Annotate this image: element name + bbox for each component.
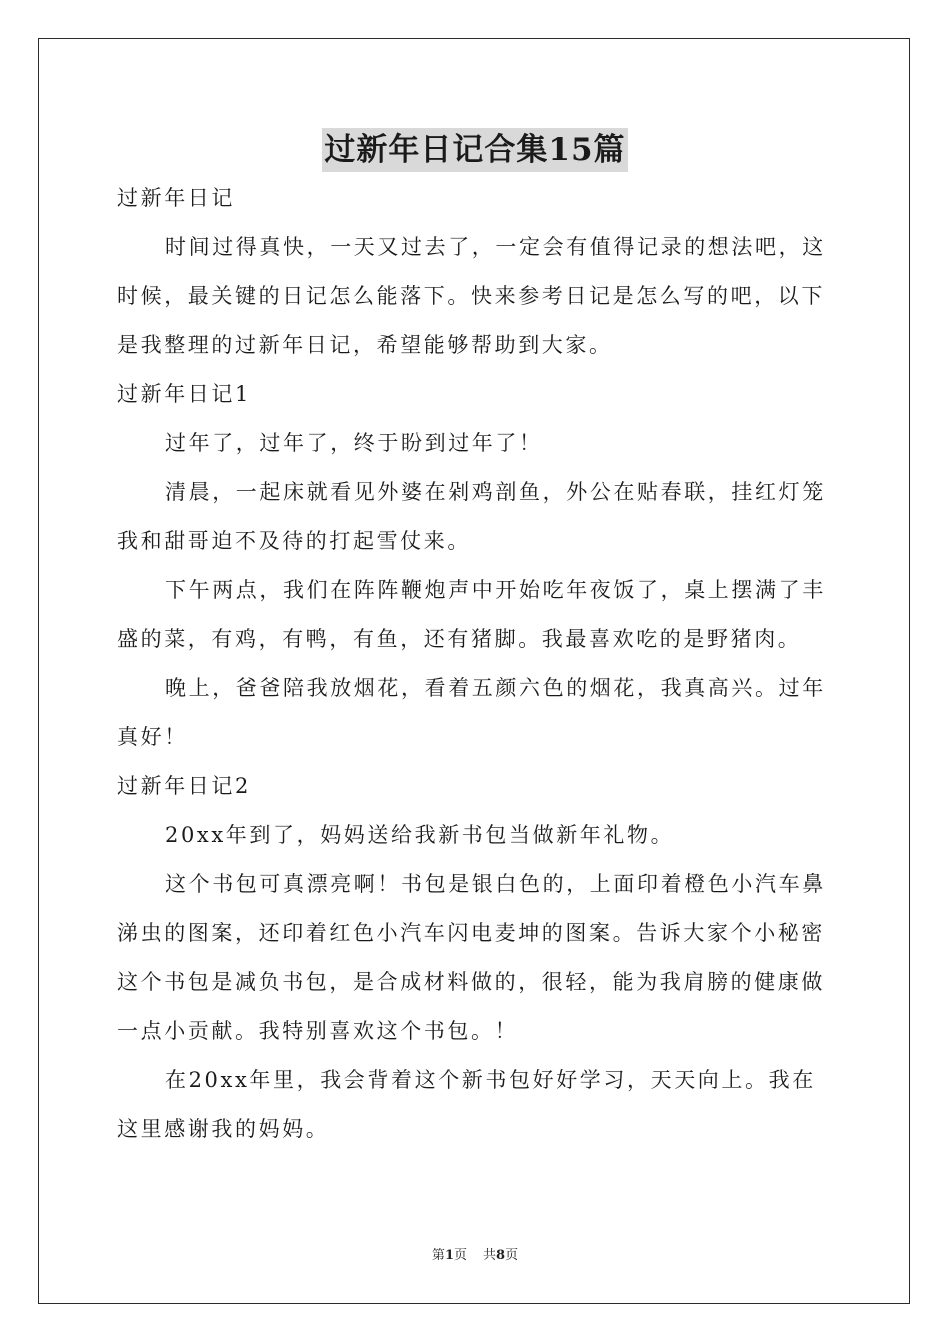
paragraph: 过年了，过年了，终于盼到过年了！ [165,431,543,455]
total-pages: 8 [496,1248,506,1263]
document-title-text: 过新年日记合集15篇 [322,128,627,172]
paragraph: 清晨，一起床就看见外婆在剁鸡剖鱼，外公在贴春联，挂红灯笼我和甜哥迫不及待的打起雪仗来。 [117,480,826,553]
page-number: 1 [444,1248,454,1263]
paragraph: 这个书包可真漂亮啊！书包是银白色的，上面印着橙色小汽车鼻涕虫的图案，还印着红色小汽车闪电麦坤的图案。告诉大家个小秘密这个书包是减负书包，是合成材料做的，很轻，能为我肩膀的健康做一点小贡献。我特别喜欢这个书包。！ [117,872,826,1043]
paragraph: 在20xx年里，我会背着这个新书包好好学习，天天向上。我在这里感谢我的妈妈。 [117,1068,816,1141]
section-heading: 过新年日记1 [117,382,251,406]
page-suffix: 页 [453,1248,467,1263]
total-suffix: 页 [505,1248,519,1263]
document-title [0,128,950,177]
section-heading: 过新年日记 [117,186,235,210]
total-prefix: 共 [483,1248,497,1263]
paragraph: 20xx年到了，妈妈送给我新书包当做新年礼物。 [165,823,675,847]
page-footer [0,1246,950,1266]
paragraph: 晚上，爸爸陪我放烟花，看着五颜六色的烟花，我真高兴。过年真好！ [117,676,826,749]
paragraph: 下午两点，我们在阵阵鞭炮声中开始吃年夜饭了，桌上摆满了丰盛的菜，有鸡，有鸭，有鱼，还有猪脚。我最喜欢吃的是野猪肉。 [117,578,826,651]
paragraph: 时间过得真快，一天又过去了，一定会有值得记录的想法吧，这时候，最关键的日记怎么能落下。快来参考日记是怎么写的吧，以下是我整理的过新年日记，希望能够帮助到大家。 [117,235,826,357]
document-body [117,174,835,1154]
section-heading: 过新年日记2 [117,774,251,798]
page-prefix: 第 [431,1248,445,1263]
